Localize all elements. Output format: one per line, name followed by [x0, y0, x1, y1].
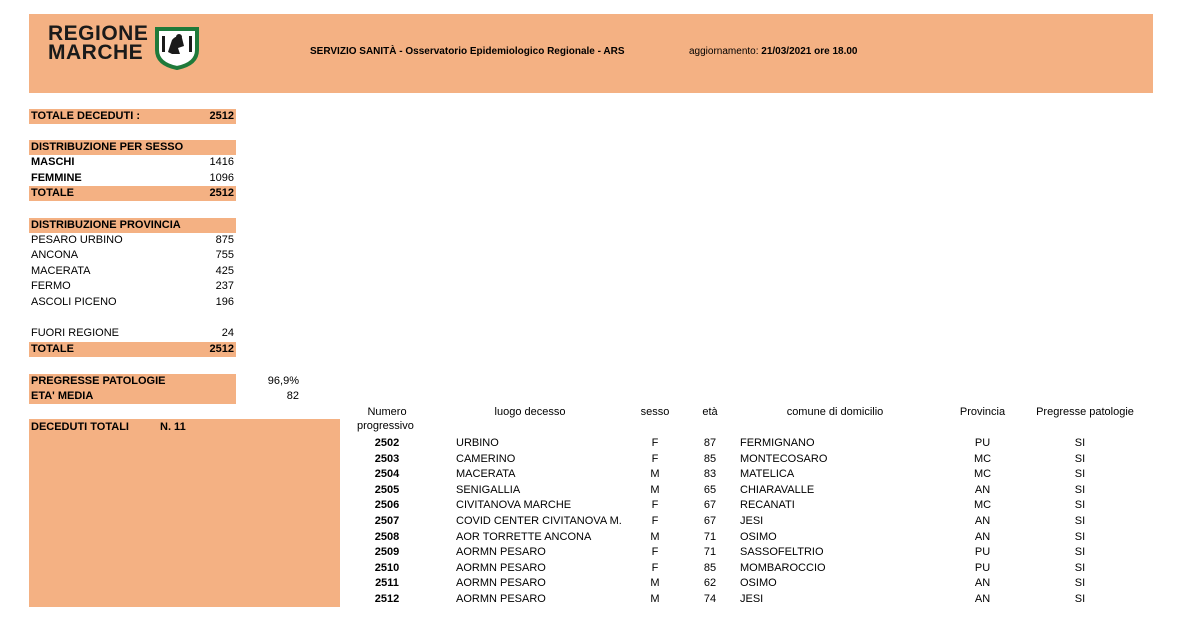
cell-place: SENIGALLIA — [456, 483, 521, 496]
province-outside-label: FUORI REGIONE — [31, 327, 120, 339]
pathologies-label: PREGRESSE PATOLOGIE — [31, 375, 166, 387]
cell-place: AOR TORRETTE ANCONA — [456, 530, 592, 543]
header-number-line1: Numero — [367, 406, 407, 418]
province-row — [29, 295, 236, 310]
province-row-label: FERMO — [31, 280, 71, 292]
cell-town: OSIMO — [740, 577, 777, 590]
cell-age: 85 — [703, 561, 717, 574]
cell-place: URBINO — [456, 437, 499, 449]
cell-number: 2511 — [375, 577, 399, 590]
cell-number: 2502 — [374, 437, 400, 449]
sex-distribution-title — [29, 140, 236, 155]
cell-sex: F — [651, 515, 659, 527]
sex-row-females — [29, 171, 236, 186]
cell-town: CHIARAVALLE — [740, 483, 815, 496]
cell-sex: M — [650, 593, 660, 605]
cell-town: OSIMO — [740, 530, 777, 543]
cell-sex: F — [651, 437, 659, 449]
sex-row-label: FEMMINE — [31, 172, 82, 184]
cell-province: MC — [973, 499, 992, 512]
cell-town: MATELICA — [740, 468, 795, 481]
cell-town: FERMIGNANO — [740, 437, 815, 449]
cell-place: AORMN PESARO — [456, 561, 546, 574]
sex-row-males — [29, 155, 236, 170]
province-row-value: 196 — [215, 296, 234, 308]
cell-province: AN — [974, 515, 991, 527]
cell-town: SASSOFELTRIO — [740, 546, 824, 559]
cell-province: PU — [974, 437, 991, 449]
cell-pathologies: SI — [1074, 437, 1086, 449]
cell-town: RECANATI — [740, 499, 795, 512]
cell-age: 71 — [703, 530, 717, 543]
cell-sex: M — [650, 483, 660, 496]
cell-pathologies: SI — [1074, 593, 1086, 605]
cell-place: COVID CENTER CIVITANOVA M. — [456, 515, 622, 527]
cell-province: PU — [974, 561, 991, 574]
cell-province: AN — [974, 593, 991, 605]
cell-place: AORMN PESARO — [456, 593, 546, 605]
cell-age: 87 — [703, 437, 717, 449]
header-age: età — [702, 406, 718, 418]
cell-age: 62 — [703, 577, 717, 590]
cell-age: 85 — [703, 452, 717, 465]
province-total-value: 2512 — [209, 343, 234, 355]
header-pathologies: Pregresse patologie — [1036, 406, 1134, 418]
sex-total-label: TOTALE — [31, 187, 74, 199]
service-title: SERVIZIO SANITÀ - Osservatorio Epidemiologico Regionale - ARS — [310, 46, 625, 57]
cell-province: AN — [974, 577, 991, 590]
cell-town: MONTECOSARO — [740, 452, 828, 465]
province-row-label: ASCOLI PICENO — [31, 296, 117, 308]
sex-total-band — [29, 186, 236, 201]
logo-text — [48, 24, 148, 62]
pathologies-value: 96,9% — [267, 375, 299, 387]
province-row-value: 425 — [215, 265, 234, 277]
update-value: 21/03/2021 ore 18.00 — [761, 46, 858, 57]
cell-age: 65 — [703, 483, 717, 496]
sex-total-value: 2512 — [209, 187, 234, 199]
province-distribution-title-text: DISTRIBUZIONE PROVINCIA — [31, 219, 181, 231]
cell-age: 74 — [703, 593, 717, 605]
update-label: aggiornamento: — [689, 46, 759, 57]
cell-pathologies: SI — [1074, 515, 1086, 527]
province-distribution-title — [29, 218, 236, 233]
cell-number: 2504 — [374, 468, 400, 481]
deaths-total-box — [29, 419, 340, 607]
province-row-label: PESARO URBINO — [31, 234, 123, 246]
cell-province: AN — [974, 483, 991, 496]
cell-town: MOMBAROCCIO — [740, 561, 826, 574]
average-age-value: 82 — [286, 390, 299, 402]
average-age-label: ETA' MEDIA — [31, 390, 94, 402]
province-outside-value: 24 — [221, 327, 234, 339]
province-total-label: TOTALE — [31, 343, 74, 355]
sex-distribution-title-text: DISTRIBUZIONE PER SESSO — [31, 141, 184, 153]
cell-sex: M — [650, 468, 660, 481]
regione-marche-emblem-icon — [154, 26, 200, 70]
total-deaths-label: TOTALE DECEDUTI : — [31, 110, 140, 122]
province-row-value: 755 — [215, 249, 234, 261]
cell-sex: F — [651, 546, 659, 559]
province-outside-row — [29, 326, 236, 341]
cell-pathologies: SI — [1074, 468, 1086, 481]
sex-row-label: MASCHI — [31, 156, 75, 168]
cell-province: AN — [974, 530, 991, 543]
deaths-total-label: DECEDUTI TOTALI — [31, 421, 129, 433]
cell-number: 2503 — [374, 452, 400, 465]
province-row-label: ANCONA — [31, 249, 79, 261]
cell-number: 2507 — [374, 515, 400, 527]
logo-line-1: REGIONE — [48, 22, 149, 45]
cell-sex: F — [651, 561, 659, 574]
cell-place: MACERATA — [456, 468, 516, 481]
header-number-line2: progressivo — [357, 420, 414, 432]
cell-pathologies: SI — [1074, 499, 1086, 512]
province-row-value: 237 — [215, 280, 234, 292]
total-deaths-value: 2512 — [209, 110, 234, 122]
cell-pathologies: SI — [1074, 483, 1086, 496]
cell-number: 2509 — [374, 546, 400, 559]
cell-age: 83 — [703, 468, 717, 481]
province-total-band — [29, 342, 236, 357]
cell-number: 2505 — [374, 483, 400, 496]
total-deaths-band — [29, 109, 236, 124]
cell-pathologies: SI — [1074, 452, 1086, 465]
cell-pathologies: SI — [1074, 530, 1086, 543]
cell-place: CIVITANOVA MARCHE — [456, 499, 572, 512]
cell-sex: M — [650, 530, 660, 543]
cell-sex: F — [651, 452, 659, 465]
cell-province: MC — [973, 452, 992, 465]
header-sex: sesso — [640, 406, 670, 418]
header-town: comune di domicilio — [786, 406, 884, 418]
cell-number: 2508 — [374, 530, 400, 543]
cell-age: 67 — [703, 515, 717, 527]
header-number — [352, 405, 422, 433]
header-province: Provincia — [959, 406, 1006, 418]
deaths-total-count: N. 11 — [160, 421, 186, 433]
header-place: luogo decesso — [494, 406, 566, 418]
province-row — [29, 264, 236, 279]
cell-pathologies: SI — [1074, 546, 1086, 559]
cell-place: AORMN PESARO — [456, 577, 546, 590]
province-row-label: MACERATA — [31, 265, 91, 277]
cell-province: MC — [973, 468, 992, 481]
province-row-value: 875 — [215, 234, 234, 246]
cell-number: 2506 — [374, 499, 400, 512]
province-row — [29, 233, 236, 248]
cell-pathologies: SI — [1074, 577, 1086, 590]
update-info — [689, 46, 857, 57]
cell-number: 2512 — [374, 593, 400, 605]
sex-row-value: 1416 — [209, 156, 234, 168]
cell-sex: F — [651, 499, 659, 512]
cell-age: 71 — [703, 546, 717, 559]
cell-town: JESI — [740, 515, 764, 527]
sex-row-value: 1096 — [209, 172, 234, 184]
regione-marche-logo — [48, 24, 208, 74]
cell-pathologies: SI — [1074, 561, 1086, 574]
province-row — [29, 279, 236, 294]
report-header — [29, 14, 1153, 93]
cell-sex: M — [650, 577, 660, 590]
cell-place: AORMN PESARO — [456, 546, 546, 559]
cell-town: JESI — [740, 593, 764, 605]
cell-province: PU — [974, 546, 991, 559]
cell-age: 67 — [703, 499, 717, 512]
logo-line-2: MARCHE — [48, 41, 144, 64]
province-row — [29, 248, 236, 263]
cell-place: CAMERINO — [456, 452, 516, 465]
cell-number: 2510 — [374, 561, 400, 574]
